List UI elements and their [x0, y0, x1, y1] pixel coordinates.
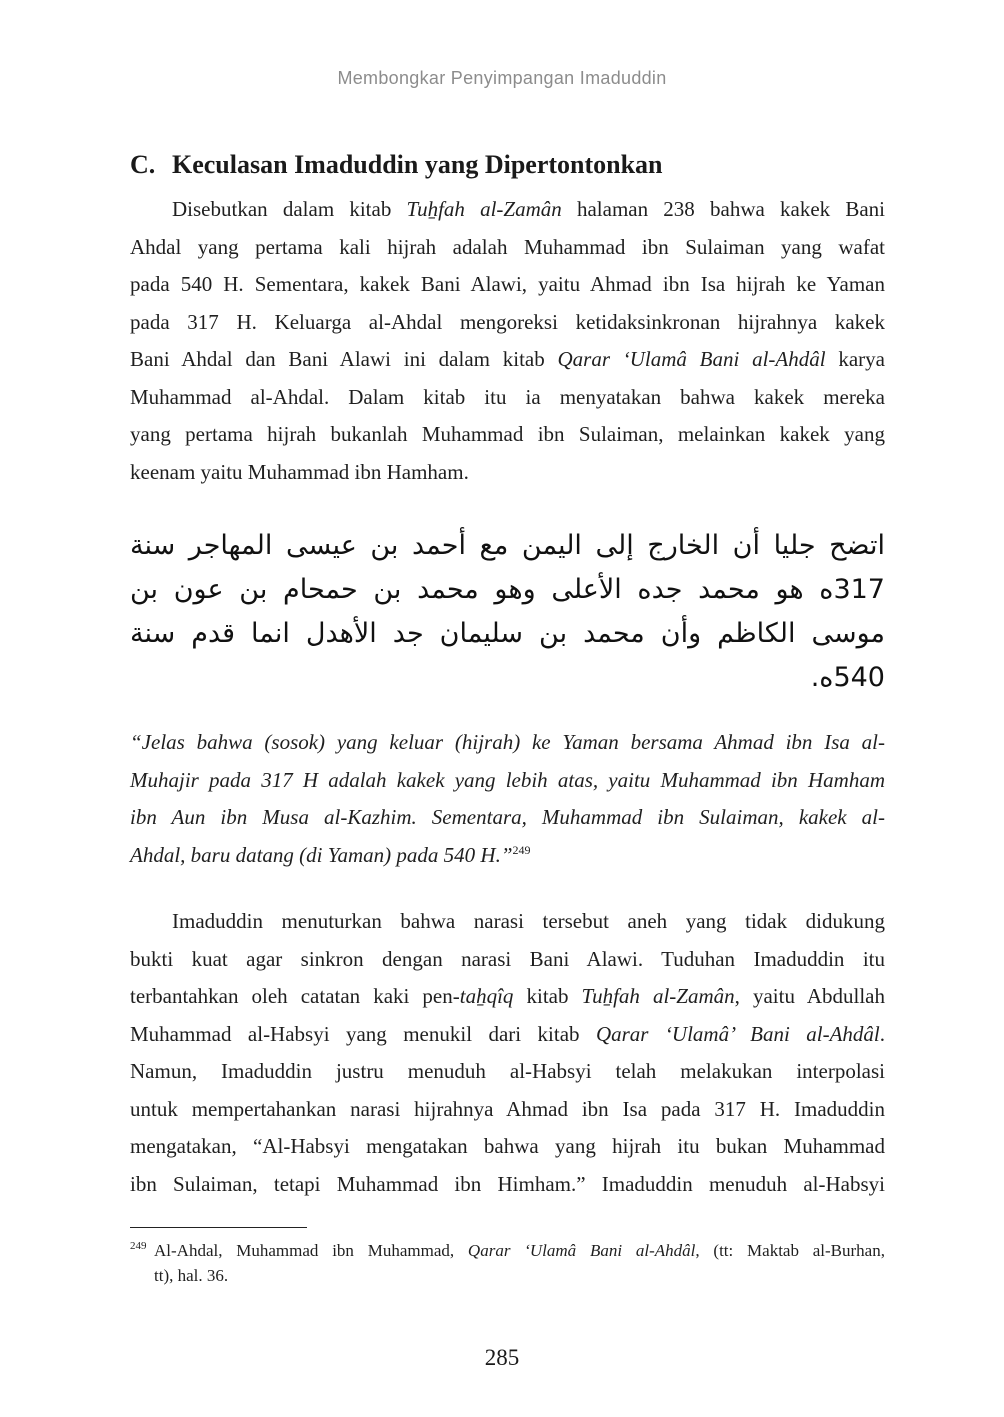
text-run: Muhammad al-Ahdal. Dalam kitab itu ia menyatakan bahwa kakek mereka — [130, 384, 885, 409]
footnote-marker: 249 — [130, 1240, 147, 1252]
text-run: Ahdal yang pertama kali hijrah adalah Muhammad ibn Sulaiman yang wafat — [130, 234, 885, 259]
section-number: C. — [130, 150, 156, 179]
text-run: Muhammad al-Habsyi yang menukil dari kitab — [130, 1021, 596, 1046]
footnote-rule — [130, 1227, 307, 1228]
text-run: Al-Ahdal, Muhammad ibn Muhammad, — [154, 1241, 468, 1260]
italic-title: Tuẖfah al-Zamân — [406, 197, 562, 221]
text-line — [130, 978, 885, 1016]
text-line — [130, 941, 885, 979]
text-run: Muhajir pada 317 H adalah kakek yang lebih atas, yaitu Muhammad ibn Hamham — [130, 767, 885, 792]
text-run: keenam yaitu Muhammad ibn Hamham. — [130, 459, 469, 484]
text-run: ibn Aun ibn Musa al-Kazhim. Sementara, Muhammad ibn Sulaiman, kakek al- — [130, 805, 885, 829]
text-run: , yaitu Abdullah — [734, 984, 885, 1008]
text-run: Disebutkan dalam kitab — [172, 197, 407, 221]
text-line — [130, 724, 885, 762]
text-run: Namun, Imaduddin justru menuduh al-Habsyi telah melakukan interpolasi — [130, 1059, 885, 1083]
text-line — [130, 304, 885, 342]
section-heading — [130, 148, 885, 182]
text-line — [130, 1091, 885, 1129]
paragraph-2 — [130, 903, 885, 1203]
text-run: . — [879, 1021, 885, 1046]
text-line — [154, 1238, 885, 1263]
text-run: kitab — [513, 984, 582, 1008]
text-line — [130, 454, 885, 492]
running-header: Membongkar Penyimpangan Imaduddin — [337, 68, 667, 88]
text-run: , (tt: Maktab al-Burhan, — [695, 1241, 885, 1260]
text-run: mengatakan, “Al-Habsyi mengatakan bahwa yang hijrah itu bukan Muhammad — [130, 1134, 885, 1158]
text-line — [130, 341, 885, 379]
text-run: karya — [825, 347, 885, 371]
translation-quote — [130, 724, 885, 874]
text-run: tt), hal. 36. — [154, 1266, 229, 1285]
footnote-reference: 249 — [512, 842, 531, 857]
text-run: Imaduddin menuturkan bahwa narasi tersebut aneh yang tidak didukung — [172, 909, 885, 933]
italic-title: Qarar ‘Ulamâ’ Bani al-Ahdâl — [595, 1021, 880, 1046]
italic-title: Tuẖfah al-Zamân — [581, 984, 735, 1008]
text-line — [130, 266, 885, 304]
text-run: Ahdal, baru datang (di Yaman) pada 540 H.” — [130, 842, 513, 867]
paragraph-1 — [130, 191, 885, 491]
page-number: 285 — [484, 1345, 520, 1370]
text-line — [130, 416, 885, 454]
italic-title: Qarar ‘Ulamâ Bani al-Ahdâl — [557, 347, 826, 371]
text-run: terbantahkan oleh catatan kaki pen- — [130, 984, 460, 1008]
footnote-text — [154, 1238, 885, 1288]
text-run: pada 540 H. Sementara, kakek Bani Alawi, yaitu Ahmad ibn Isa hijrah ke Yaman — [130, 272, 885, 296]
text-run: Bani Ahdal dan Bani Alawi ini dalam kitab — [130, 347, 558, 371]
italic-title: Qarar ‘Ulamâ Bani al-Ahdâl — [467, 1241, 696, 1260]
text-line — [130, 1016, 885, 1054]
text-line — [130, 191, 885, 229]
text-line — [130, 903, 885, 941]
arabic-quote: اتضح جليا أن الخارج إلى اليمن مع أحمد بن عيسى المهاجر سنة 317ه هو محمد جده الأعلى وهو محمد بن حمحام بن عون بن موسى الكاظم وأن محمد بن سليمان جد الأهدل انما قدم سنة 540ه. — [130, 530, 885, 693]
text-run: “Jelas bahwa (sosok) yang keluar (hijrah) ke Yaman bersama Ahmad ibn Isa al- — [130, 730, 885, 754]
text-run: ibn Sulaiman, tetapi Muhammad ibn Himham.” Imaduddin menuduh al-Habsyi — [130, 1171, 885, 1196]
text-line — [130, 762, 885, 800]
text-line — [130, 229, 885, 267]
text-line — [130, 379, 885, 417]
text-run: untuk mempertahankan narasi hijrahnya Ahmad ibn Isa pada 317 H. Imaduddin — [130, 1096, 885, 1121]
text-run: pada 317 H. Keluarga al-Ahdal mengoreksi ketidaksinkronan hijrahnya kakek — [130, 309, 885, 334]
text-line — [130, 1166, 885, 1204]
text-line — [130, 799, 885, 837]
footnote — [130, 1238, 885, 1288]
section-title: Keculasan Imaduddin yang Dipertontonkan — [172, 150, 663, 179]
text-line — [154, 1263, 885, 1288]
text-line — [130, 1053, 885, 1091]
italic-title: taẖqîq — [459, 984, 514, 1008]
text-run: bukti kuat agar sinkron dengan narasi Bani Alawi. Tuduhan Imaduddin itu — [130, 946, 885, 971]
text-line — [130, 837, 885, 875]
text-run: yang pertama hijrah bukanlah Muhammad ibn Sulaiman, melainkan kakek yang — [130, 422, 885, 446]
text-run: halaman 238 bahwa kakek Bani — [561, 197, 886, 221]
text-line — [130, 1128, 885, 1166]
